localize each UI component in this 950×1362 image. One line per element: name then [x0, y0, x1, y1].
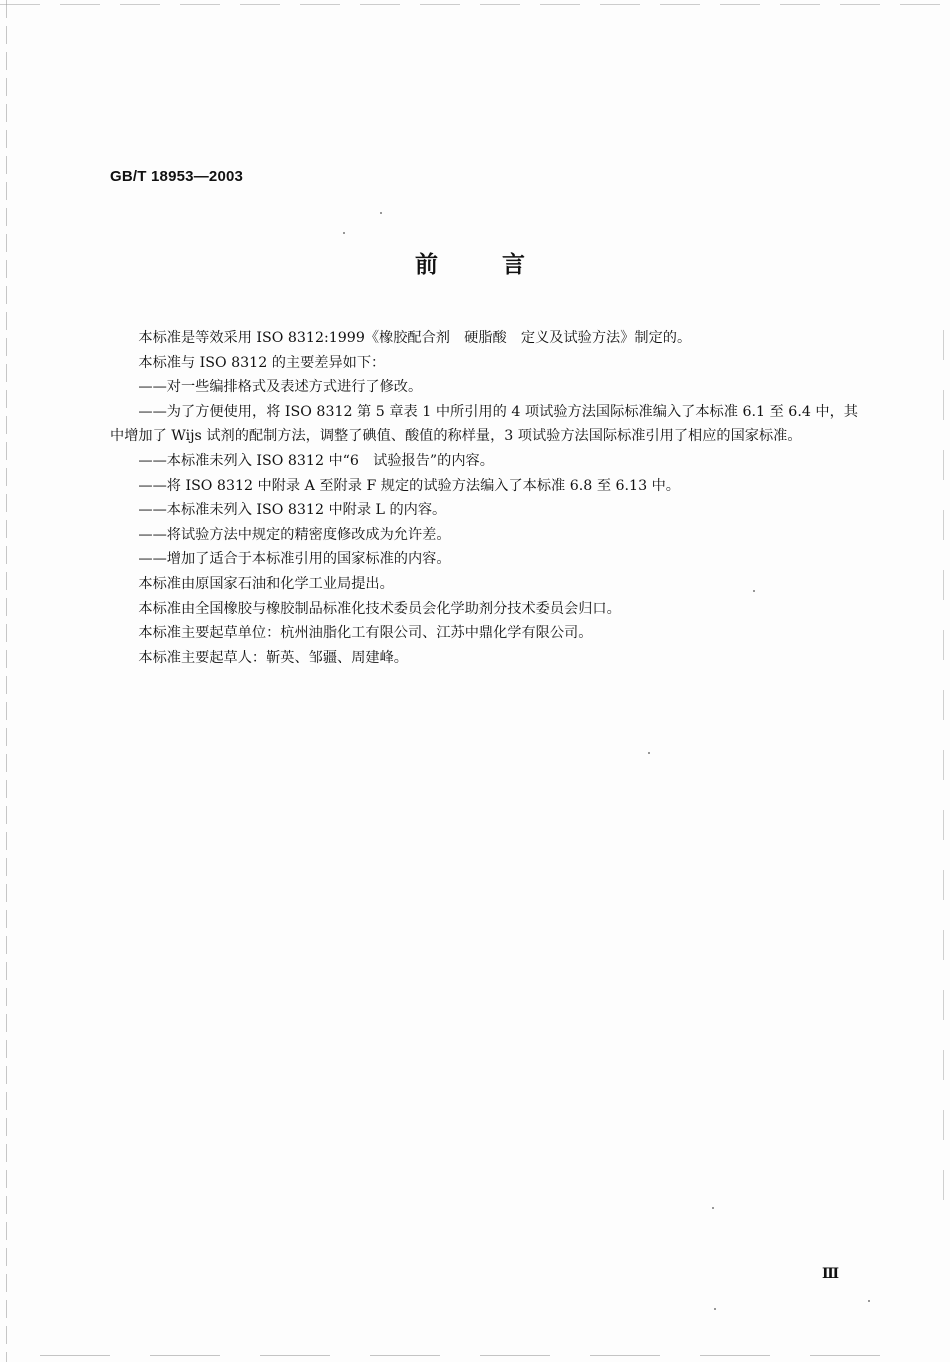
page-number: Ⅲ — [822, 1266, 840, 1282]
paragraph: ——将试验方法中规定的精密度修改成为允许差。 — [138, 526, 451, 543]
scan-edge-bottom — [40, 1355, 900, 1356]
scan-speck — [648, 752, 650, 754]
page-heading: 前言 — [415, 252, 589, 278]
paragraph: 本标准主要起草人：靳英、邹疆、周建峰。 — [138, 649, 408, 666]
paragraph: 本标准主要起草单位：杭州油脂化工有限公司、江苏中鼎化学有限公司。 — [138, 625, 593, 642]
scan-speck — [712, 1207, 714, 1209]
scan-edge-right — [943, 330, 944, 1230]
scan-speck — [380, 212, 382, 214]
paragraph: ——为了方便使用，将 ISO 8312 第 5 章表 1 中所引用的 4 项试验方法国际标准编入了本标准 6.1 至 6.4 中，其中增加了 Wijs 试剂的配制方法，调整了碘值、酸值的称样量，3 项试验方法国际标准引用了相应的国家标准。 — [110, 403, 858, 445]
scan-speck — [753, 590, 755, 592]
paragraph: 本标准由全国橡胶与橡胶制品标准化技术委员会化学助剂分技术委员会归口。 — [138, 600, 621, 617]
standard-code: GB/T 18953—2003 — [110, 168, 244, 185]
paragraph: 本标准是等效采用 ISO 8312:1999《橡胶配合剂 硬脂酸 定义及试验方法》制定的。 — [138, 330, 692, 346]
paragraph: ——本标准未列入 ISO 8312 中附录 L 的内容。 — [138, 502, 447, 519]
paragraph: 本标准由原国家石油和化学工业局提出。 — [138, 575, 394, 592]
foreword-body — [110, 326, 858, 670]
scan-speck — [714, 1308, 716, 1310]
paragraph: 本标准与 ISO 8312 的主要差异如下： — [138, 354, 386, 371]
paragraph: ——将 ISO 8312 中附录 A 至附录 F 规定的试验方法编入了本标准 6.8 至 6.13 中。 — [138, 477, 680, 494]
scan-edge-left — [6, 0, 7, 1362]
scan-speck — [868, 1300, 870, 1302]
paragraph: ——本标准未列入 ISO 8312 中“6 试验报告”的内容。 — [138, 452, 494, 469]
scan-edge-top — [0, 4, 950, 5]
scan-speck — [343, 232, 345, 234]
paragraph: ——增加了适合于本标准引用的国家标准的内容。 — [138, 551, 451, 568]
paragraph: ——对一些编排格式及表述方式进行了修改。 — [138, 379, 423, 396]
